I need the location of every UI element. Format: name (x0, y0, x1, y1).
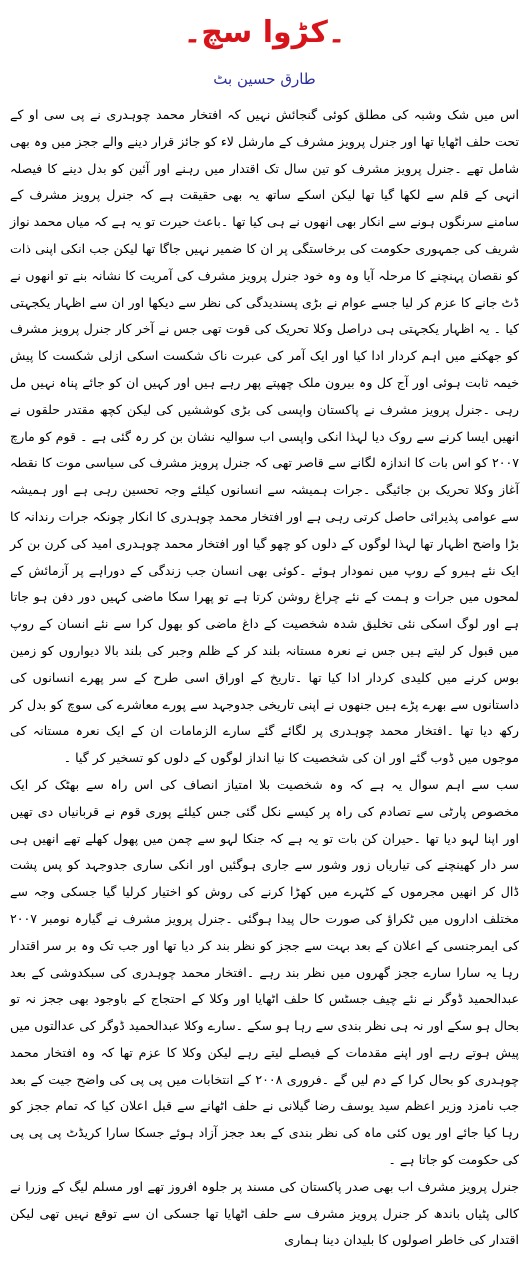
article-paragraph: اس میں شک وشبہ کی مطلق کوئی گنجائش نہیں کہ افتخار محمد چوہدری نے پی سی او کے تحت حلف اٹھایا تھا اور جنرل پرویز مشرف کے مارشل لاء کو جائز قرار دینے والے ججز میں وہ بھی شامل تھے ۔جنرل پرویز مشرف کو تین سال تک اقتدار میں رہنے اور آئین کو بدل دینے کا فیصلہ انہی کے قلم سے لکھا گیا تھا لیکن اسکے ساتھ یہ بھی حقیقت ہے کہ جنرل پرویز مشرف کے سامنے سرنگوں ہونے سے انکار بھی انھوں نے ہی کیا تھا ۔باعث حیرت تو یہ ہے کہ میاں محمد نواز شریف کی جمہوری حکومت کی برخاستگی پر ان کا ضمیر نہیں جاگا تھا لیکن جب انکی اپنی ذات کو نقصان پہنچنے کا مرحلہ آیا وہ وہ خود جنرل پرویز مشرف کی آمریت کا نشانہ بنے تو انھوں نے ڈٹ جانے کا عزم کر لیا جسے عوام نے بڑی پسندیدگی کی نظر سے دیکھا اور ان سے اظہار یکجہتی کیا ۔ یہ اظہار یکجہتی ہی دراصل وکلا تحریک کی قوت تھی جس نے آخر کار جنرل پرویز مشرف کو جھکنے میں اہم کردار ادا کیا اور ایک آمر کی عبرت ناک شکست اسکی ازلی شکست کا پیش خیمہ ثابت ہوئی اور آج کل وہ بیرون ملک چھپتے پھر رہے ہیں اور کہیں ان کو جائے پناہ نہیں مل رہی ۔جنرل پرویز مشرف نے پاکستان واپسی کی بڑی کوششیں کی لیکن کچھ مقتدر حلقوں نے انھیں ایسا کرنے سے روک دیا لہذا انکی واپسی اب سوالیہ نشان بن کر رہ گئی ہے ۔ قوم کو مارچ ۲۰۰۷ کو اس بات کا اندازہ لگانے سے قاصر تھی کہ جنرل پرویز مشرف کی سیاسی موت کا نقطہ آغاز وکلا تحریک بن جائیگی ۔جرات ہمیشہ سے انسانوں کیلئے وجہ تحسین رہی ہے اور ہمیشہ سے عوامی پذیرائی حاصل کرتی رہی ہے اور افتخار محمد چوہدری کا انکار چونکہ جرات رندانہ کا بڑا واضح اظہار تھا لہذا لوگوں کے دلوں کو چھو گیا اور افتخار محمد چوہدری امید کی کرن بن کر ایک نئے ہیرو کے روپ میں نمودار ہوئے ۔کوئی بھی انسان جب زندگی کے دوراہے پر آزمائش کے لمحوں میں جرات و ہمت کے نئے چراغ روشن کرتا ہے تو پھرا سکا ماضی کہیں دور دفن ہو جاتا ہے اور لوگ اسکی نئی تخلیق شدہ شخصیت کے داغ ماضی کو بھول کرا سے نئے انسان کے روپ میں قبول کر لیتے ہیں جس نے نعرہ مستانہ بلند کر کے ظلم وجبر کی بلند بالا دیواروں کو زمین بوس کرنے میں کلیدی کردار ادا کیا تھا ۔تاریخ کے اوراق اسی طرح کے سر پھرے انسانوں کی داستانوں سے بھرے پڑے ہیں جنھوں نے اپنی تاریخی جدوجہد سے پورے معاشرے کی سوچ کو بدل کر رکھ دیا تھا ۔افتخار محمد چوہدری پر لگائے گئے سارے الزمامات ان کے ایک نعرہ مستانہ کی موجوں میں ڈوب گئے اور ان کی شخصیت کا نیا انداز لوگوں کے دلوں کو تسخیر کر گیا ۔ (10, 107, 519, 766)
article-author: طارق حسین بٹ (213, 70, 316, 88)
article-title: ۔کڑوا سچ۔ (183, 15, 346, 50)
article-body (10, 102, 519, 1254)
article-paragraph: جنرل پرویز مشرف اب بھی صدر پاکستان کی مسند پر جلوہ افروز تھے اور مسلم لیگ کے وزرا نے کالی پٹیاں باندھ کر جنرل پرویز مشرف سے حلف اٹھایا تھا جسکی ان سے توقع نہیں تھی لیکن اقتدار کی خاطر اصولوں کا بلیدان دینا ہماری (10, 1178, 519, 1248)
article-paragraph: سب سے اہم سوال یہ ہے کہ وہ شخصیت بلا امتیاز انصاف کی اس راہ سے بھٹک کر ایک مخصوص پارٹی سے تصادم کی راہ پر کیسے نکل گئی جس کیلئے پوری قوم نے قربانیاں دی تھیں اور اپنا لہو دیا تھا ۔حیران کن بات تو یہ ہے کہ جنکا لہو سے چمن میں پھول کھلے تھے انھیں ہی سر دار کھینچنے کی تیاریاں زور وشور سے جاری ہوگئیں اور انکی ساری جدوجہد کو پس پشت ڈال کر انھیں مجرموں کے کٹہرے میں کھڑا کرنے کی روش کو اختیار کرلیا گیا جسکی وجہ سے مختلف اداروں میں ٹکراؤ کی صورت حال پیدا ہوگئی ۔جنرل پرویز مشرف نے گیارہ نومبر ۲۰۰۷ کی ایمرجنسی کے اعلان کے بعد بہت سے ججز کو نظر بند کر دیا تھا اور جب تک وہ بر سر اقتدار رہا یہ سارا سارے ججز گھروں میں نظر بند رہے ۔افتخار محمد چوہدری کی سبکدوشی کے بعد عبدالحمید ڈوگر نے نئے چیف جسٹس کا حلف اٹھایا اور وکلا کے احتجاج کے باوجود بھی ججز نہ تو بحال ہو سکے اور نہ ہی نظر بندی سے رہا ہو سکے ۔سارے وکلا عبدالحمید ڈوگر کی عدالتوں میں پیش ہوتے رہے اور اپنے مقدمات کے فیصلے لیتے رہے لیکن وکلا کا عزم تھا کہ وہ افتخار محمد چوہدری کو بحال کرا کے دم لیں گے ۔فروری ۲۰۰۸ کے انتخابات میں پی پی کی واضح جیت کے بعد جب نامزد وزیر اعظم سید یوسف رضا گیلانی نے حلف اٹھانے سے قبل اعلان کیا کہ تمام ججز کو رہا کیا جائے اور یوں کئی ماہ کی نظر بندی کے بعد ججز آزاد ہوئے جسکا سارا کریڈٹ پی پی پی کی حکومت کو جاتا ہے ۔ (10, 776, 520, 1168)
article-page (0, 14, 529, 1272)
